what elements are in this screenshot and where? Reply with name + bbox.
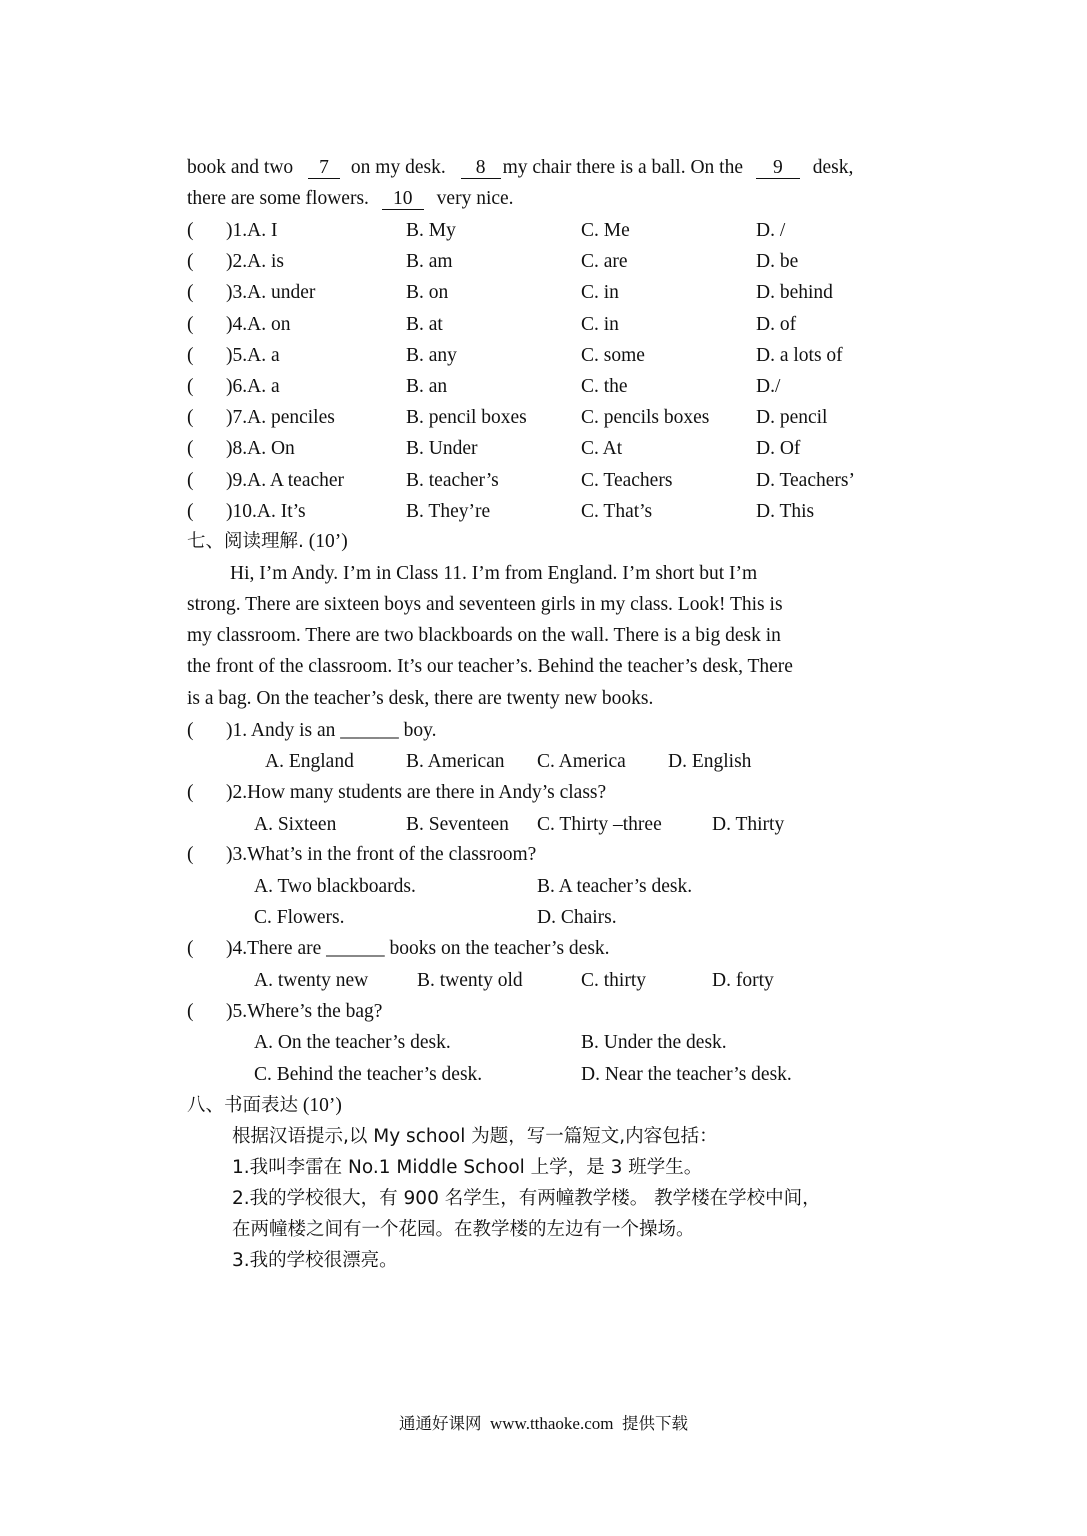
paren: ( <box>187 938 194 959</box>
writing-prompt: 1.我叫李雷在 No.1 Middle School 上学，是 3 班学生。 <box>232 1157 703 1178</box>
paren: ( <box>187 313 194 335</box>
option-b: B. at <box>406 313 443 335</box>
option-c: C. some <box>581 344 645 366</box>
blank-10: 10 <box>382 189 424 210</box>
option-b: B. on <box>406 282 449 304</box>
writing-prompt: 3.我的学校很漂亮。 <box>232 1250 398 1271</box>
paren: ( <box>187 282 194 304</box>
option-c: C. pencils boxes <box>581 407 710 429</box>
option-a: )6.A. a <box>226 376 280 397</box>
paren: ( <box>187 782 194 803</box>
option-b: B. They’re <box>406 500 491 522</box>
option-b: B. Under <box>406 438 478 460</box>
paren: ( <box>187 407 194 429</box>
passage-line: Hi, I’m Andy. I’m in Class 11. I’m from England. I’m short but I’m <box>230 563 758 584</box>
question-stem: )1. Andy is an ______ boy. <box>226 720 437 741</box>
option-d: D. This <box>756 500 815 522</box>
option-b: B. any <box>406 344 457 366</box>
cloze-line-1 <box>187 156 853 180</box>
option-a: A. England <box>265 751 354 772</box>
paren: ( <box>187 720 194 741</box>
option-c: C. Flowers. <box>254 907 345 928</box>
blank-8: 8 <box>461 158 501 179</box>
paren: ( <box>187 251 194 273</box>
option-a: )10.A. It’s <box>226 500 306 522</box>
question-stem: )5.Where’s the bag? <box>226 1001 383 1022</box>
cloze-text: desk, <box>812 157 854 178</box>
page-footer <box>0 1410 1087 1434</box>
option-a: A. Two blackboards. <box>254 876 416 897</box>
option-d: D. of <box>756 313 797 335</box>
question-stem: )4.There are ______ books on the teacher’s desk. <box>226 938 610 959</box>
option-d: D. a lots of <box>756 344 843 366</box>
cloze-text: very nice. <box>436 188 514 209</box>
option-d: D. pencil <box>756 407 828 429</box>
option-d: D. Of <box>756 438 801 460</box>
paren: ( <box>187 469 194 491</box>
footer-site-name: 通通好课网 <box>398 1414 482 1433</box>
option-b: B. American <box>406 751 505 772</box>
option-b: B. My <box>406 220 456 241</box>
option-a: )3.A. under <box>226 282 316 304</box>
option-d: D. forty <box>712 970 774 991</box>
option-c: C. At <box>581 438 623 460</box>
option-d: D. Teachers’ <box>756 469 855 491</box>
question-stem: )2.How many students are there in Andy’s class? <box>226 782 607 803</box>
option-a: )4.A. on <box>226 313 291 335</box>
option-c: C. in <box>581 313 619 335</box>
cloze-text: there are some flowers. <box>187 188 369 209</box>
writing-heading-cn: 八、书面表达 <box>187 1095 299 1116</box>
cloze-line-2 <box>187 187 514 211</box>
option-b: B. A teacher’s desk. <box>537 876 693 897</box>
option-a: )9.A. A teacher <box>226 469 345 491</box>
option-d: D. English <box>668 751 752 772</box>
option-d: D. Chairs. <box>537 907 617 928</box>
option-c: C. America <box>537 751 626 772</box>
option-d: D. / <box>756 220 786 241</box>
option-a: )1.A. I <box>226 220 278 241</box>
blank-9: 9 <box>756 158 800 179</box>
reading-heading <box>187 530 348 554</box>
option-a: )8.A. On <box>226 438 295 460</box>
option-c: C. Thirty –three <box>537 814 662 835</box>
option-c: C. thirty <box>581 970 647 991</box>
option-c: C. Teachers <box>581 469 673 491</box>
writing-heading <box>187 1094 342 1118</box>
writing-prompt: 在两幢楼之间有一个花园。在教学楼的左边有一个操场。 <box>232 1219 695 1240</box>
option-b: B. Under the desk. <box>581 1032 727 1053</box>
passage-line: my classroom. There are two blackboards on the wall. There is a big desk in <box>187 625 781 646</box>
option-b: B. twenty old <box>417 970 523 991</box>
passage-line: is a bag. On the teacher’s desk, there are twenty new books. <box>187 688 654 709</box>
paren: ( <box>187 500 194 522</box>
cloze-text: my chair there is a ball. On the <box>502 157 743 178</box>
option-d: D. Thirty <box>712 814 785 835</box>
paren: ( <box>187 376 194 397</box>
option-c: C. Me <box>581 220 630 241</box>
option-c: C. are <box>581 251 628 273</box>
writing-heading-points: (10’) <box>302 1095 342 1116</box>
paren: ( <box>187 1001 194 1022</box>
footer-url-link[interactable]: www.tthaoke.com <box>489 1414 614 1433</box>
option-c: C. That’s <box>581 500 653 522</box>
option-a: )7.A. penciles <box>226 407 335 429</box>
option-d: D. behind <box>756 282 833 304</box>
option-a: A. twenty new <box>254 970 369 991</box>
paren: ( <box>187 220 194 241</box>
option-b: B. an <box>406 376 448 397</box>
passage-line: strong. There are sixteen boys and seventeen girls in my class. Look! This is <box>187 594 783 615</box>
option-d: D. Near the teacher’s desk. <box>581 1064 792 1085</box>
option-d: D. be <box>756 251 799 273</box>
writing-prompt: 根据汉语提示,以 My school 为题，写一篇短文,内容包括： <box>232 1126 718 1147</box>
passage-line: the front of the classroom. It’s our teacher’s. Behind the teacher’s desk, There <box>187 656 793 677</box>
option-c: C. Behind the teacher’s desk. <box>254 1064 483 1085</box>
option-c: C. the <box>581 376 628 397</box>
reading-heading-points: (10’) <box>308 531 348 552</box>
paren: ( <box>187 844 194 865</box>
writing-prompt: 2.我的学校很大，有 900 名学生，有两幢教学楼。 教学楼在学校中间， <box>232 1188 821 1209</box>
option-b: B. Seventeen <box>406 814 509 835</box>
option-a: A. On the teacher’s desk. <box>254 1032 451 1053</box>
option-b: B. pencil boxes <box>406 407 527 429</box>
option-d: D./ <box>756 376 781 397</box>
question-stem: )3.What’s in the front of the classroom? <box>226 844 537 865</box>
cloze-text: on my desk. <box>350 157 446 178</box>
blank-7: 7 <box>308 158 340 179</box>
option-a: )5.A. a <box>226 344 280 366</box>
paren: ( <box>187 438 194 460</box>
option-b: B. am <box>406 251 453 273</box>
footer-tail: 提供下载 <box>622 1414 689 1433</box>
option-a: A. Sixteen <box>254 814 337 835</box>
option-c: C. in <box>581 282 619 304</box>
paren: ( <box>187 344 194 366</box>
option-b: B. teacher’s <box>406 469 499 491</box>
option-a: )2.A. is <box>226 251 284 273</box>
cloze-text: book and two <box>187 157 294 178</box>
reading-heading-cn: 七、阅读理解. <box>187 531 304 552</box>
